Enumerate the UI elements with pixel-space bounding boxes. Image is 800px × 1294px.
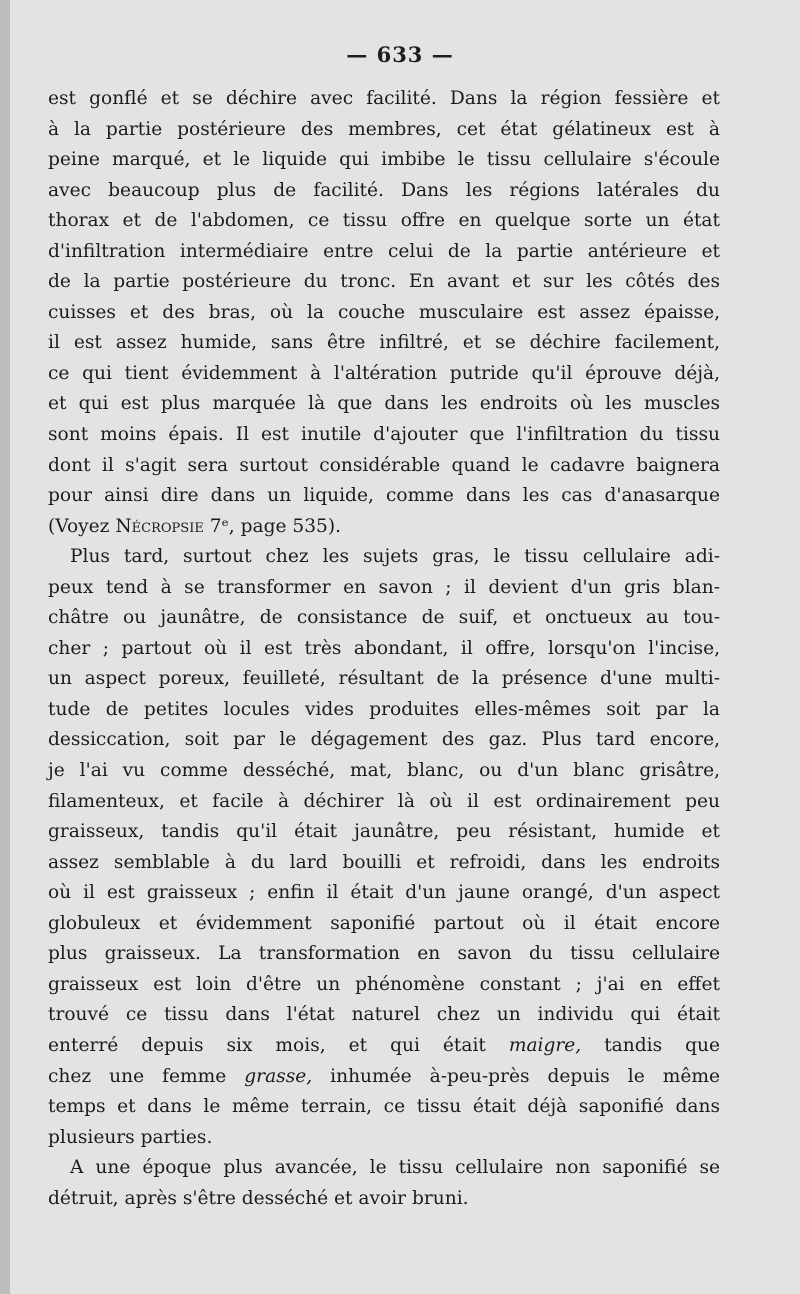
text-line: graisseux, tandis qu'il était jaunâtre, peu résistant, humide et <box>48 821 720 843</box>
text-line: globuleux et évidemment saponifié partout où il était encore <box>48 912 720 934</box>
text-line: tude de petites locules vides produites elles-mêmes soit par la <box>48 698 720 720</box>
text-line-italic <box>48 1062 720 1093</box>
text-line: graisseux est loin d'être un phénomène constant ; j'ai en effet <box>48 973 720 995</box>
text-line: assez semblable à du lard bouilli et refroidi, dans les endroits <box>48 851 720 873</box>
page-body <box>48 84 720 1214</box>
text-line: A une époque plus avancée, le tissu cellulaire non saponifié se <box>70 1157 720 1179</box>
text-line: cher ; partout où il est très abondant, il offre, lorsqu'on l'incise, <box>48 637 720 659</box>
text-segment: tandis que <box>581 1034 720 1056</box>
text-line: dessiccation, soit par le dégagement des gaz. Plus tard encore, <box>48 729 720 751</box>
text-line: châtre ou jaunâtre, de consistance de suif, et onctueux au tou- <box>48 607 720 629</box>
italic-word: grasse, <box>244 1065 313 1087</box>
text-line: temps et dans le même terrain, ce tissu était déjà saponifié dans <box>48 1096 720 1118</box>
page-number: — 633 — <box>346 42 454 67</box>
text-line-reference <box>48 512 720 543</box>
text-line: est gonflé et se déchire avec facilité. Dans la région fessière et <box>48 88 720 109</box>
reference-prefix: (Voyez <box>48 515 116 537</box>
book-page <box>10 0 800 1294</box>
text-line: de la partie postérieure du tronc. En avant et sur les côtés des <box>48 271 720 293</box>
reference-suffix: 7ᵉ, page 535). <box>203 515 342 537</box>
scan-edge <box>0 0 10 1294</box>
text-line: détruit, après s'être desséché et avoir bruni. <box>48 1187 469 1209</box>
text-line: filamenteux, et facile à déchirer là où il est ordinairement peu <box>48 790 720 812</box>
text-line: cuisses et des bras, où la couche musculaire est assez épaisse, <box>48 301 720 323</box>
text-line: dont il s'agit sera surtout considérable quand le cadavre baignera <box>48 454 720 476</box>
text-line: trouvé ce tissu dans l'état naturel chez un individu qui était <box>48 1004 720 1026</box>
text-line: ce qui tient évidemment à l'altération putride qu'il éprouve déjà, <box>48 362 720 384</box>
text-line: où il est graisseux ; enfin il était d'un jaune orangé, d'un aspect <box>48 882 720 904</box>
text-line: plus graisseux. La transformation en savon du tissu cellulaire <box>48 943 720 965</box>
italic-word: maigre, <box>508 1034 582 1056</box>
text-line: plusieurs parties. <box>48 1126 213 1148</box>
text-line: thorax et de l'abdomen, ce tissu offre en quelque sorte un état <box>48 210 720 232</box>
text-line: d'infiltration intermédiaire entre celui de la partie antérieure et <box>48 240 720 262</box>
text-line: et qui est plus marquée là que dans les endroits où les muscles <box>48 393 720 415</box>
text-line-italic <box>48 1031 720 1062</box>
text-line: un aspect poreux, feuilleté, résultant de la présence d'une multi- <box>48 668 720 690</box>
text-line: Plus tard, surtout chez les sujets gras, le tissu cellulaire adi- <box>70 546 720 568</box>
text-line: je l'ai vu comme desséché, mat, blanc, ou d'un blanc grisâtre, <box>48 760 720 782</box>
text-line: peine marqué, et le liquide qui imbibe le tissu cellulaire s'écoule <box>48 149 720 171</box>
text-line: avec beaucoup plus de facilité. Dans les régions latérales du <box>48 179 720 201</box>
text-segment: chez une femme <box>48 1065 245 1087</box>
text-line: peux tend à se transformer en savon ; il devient d'un gris blan- <box>48 576 720 598</box>
text-line: il est assez humide, sans être infiltré, et se déchire facilement, <box>48 332 720 354</box>
text-segment: enterré depuis six mois, et qui était <box>48 1034 509 1056</box>
text-line: pour ainsi dire dans un liquide, comme dans les cas d'anasarque <box>48 485 720 507</box>
text-segment: inhumée à-peu-près depuis le même <box>312 1065 720 1087</box>
text-line: sont moins épais. Il est inutile d'ajouter que l'infiltration du tissu <box>48 424 720 446</box>
text-line: à la partie postérieure des membres, cet état gélatineux est à <box>48 118 720 140</box>
reference-smallcaps: Nécropsie <box>115 515 204 537</box>
